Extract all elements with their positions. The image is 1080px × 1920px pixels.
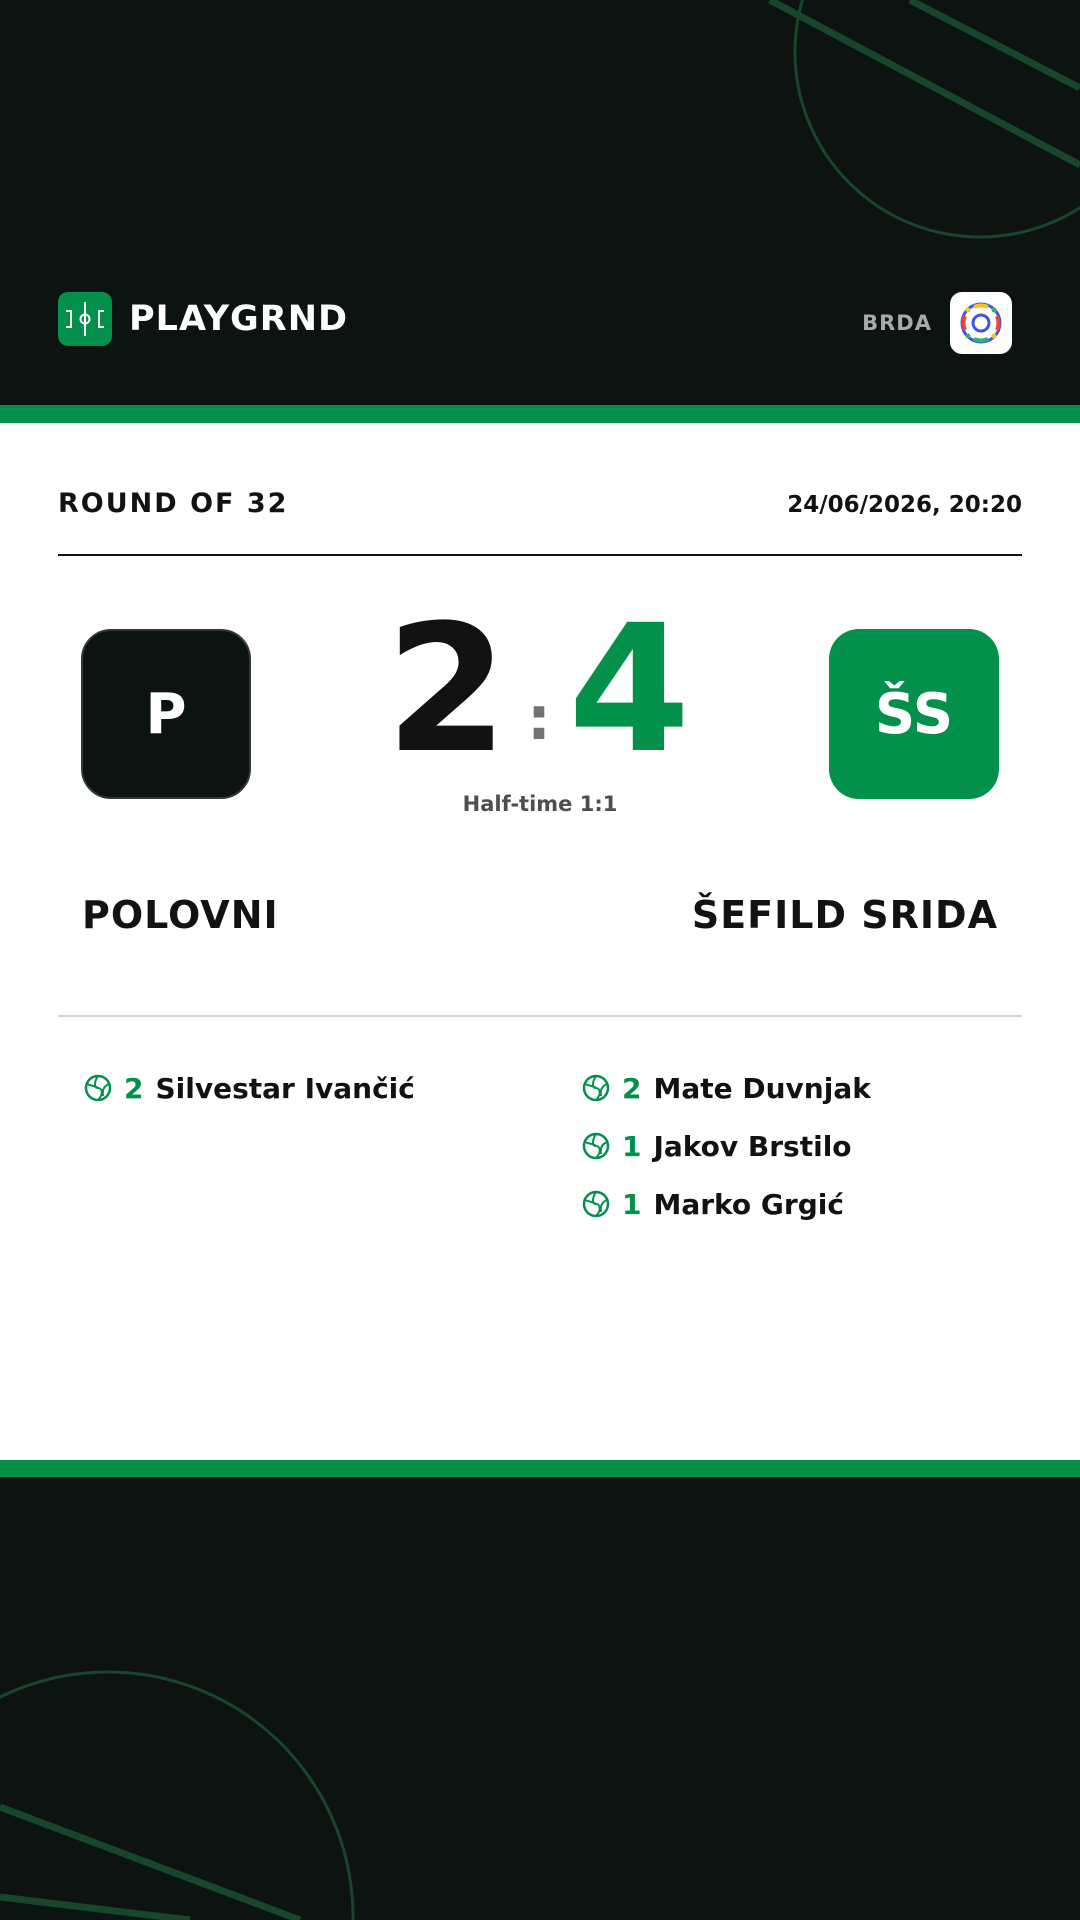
scorer-item [582,1068,871,1108]
match-datetime: 24/06/2026, 20:20 [787,492,1022,518]
partner-name: BRDA [862,311,932,335]
accent-stripe-bottom [0,1460,1080,1478]
accent-stripe-top [0,405,1080,423]
football-icon [582,1190,610,1218]
football-icon [84,1074,112,1102]
goal-count: 2 [124,1071,144,1105]
scorer-item [582,1184,871,1224]
halftime-score: Half-time 1:1 [462,792,618,816]
scorer-item [582,1126,871,1166]
round-label: ROUND OF 32 [58,488,289,519]
goal-count: 2 [622,1071,642,1105]
goal-count: 1 [622,1187,642,1221]
away-scorers-list [582,1068,871,1242]
away-team-badge: ŠS [829,629,999,799]
home-team-name: POLOVNI [82,893,279,937]
scorer-name: Silvestar Ivančić [155,1071,415,1105]
brand-name: PLAYGRND [129,299,349,339]
scorer-name: Jakov Brstilo [653,1129,852,1163]
scoreboard [0,587,1080,792]
brda-logo-icon [950,292,1012,354]
goal-count: 1 [622,1129,642,1163]
scorer-item [84,1068,415,1108]
header-section [0,0,1080,405]
footer-section [0,1477,1080,1920]
partner [862,292,1012,354]
scorer-name: Marko Grgić [653,1187,844,1221]
pitch-decoration-bottom [0,1477,1080,1920]
football-icon [582,1074,610,1102]
away-team-name: ŠEFILD SRIDA [691,893,998,937]
home-score: 2 [385,587,508,792]
away-score: 4 [568,587,691,792]
scorer-name: Mate Duvnjak [653,1071,871,1105]
score-separator: : [527,684,551,754]
divider [58,554,1022,556]
football-icon [582,1132,610,1160]
brand [58,292,348,346]
divider [58,1015,1022,1017]
pitch-icon [58,292,112,346]
home-team-badge: P [81,629,251,799]
match-card [0,423,1080,1460]
home-scorers-list [84,1068,415,1126]
